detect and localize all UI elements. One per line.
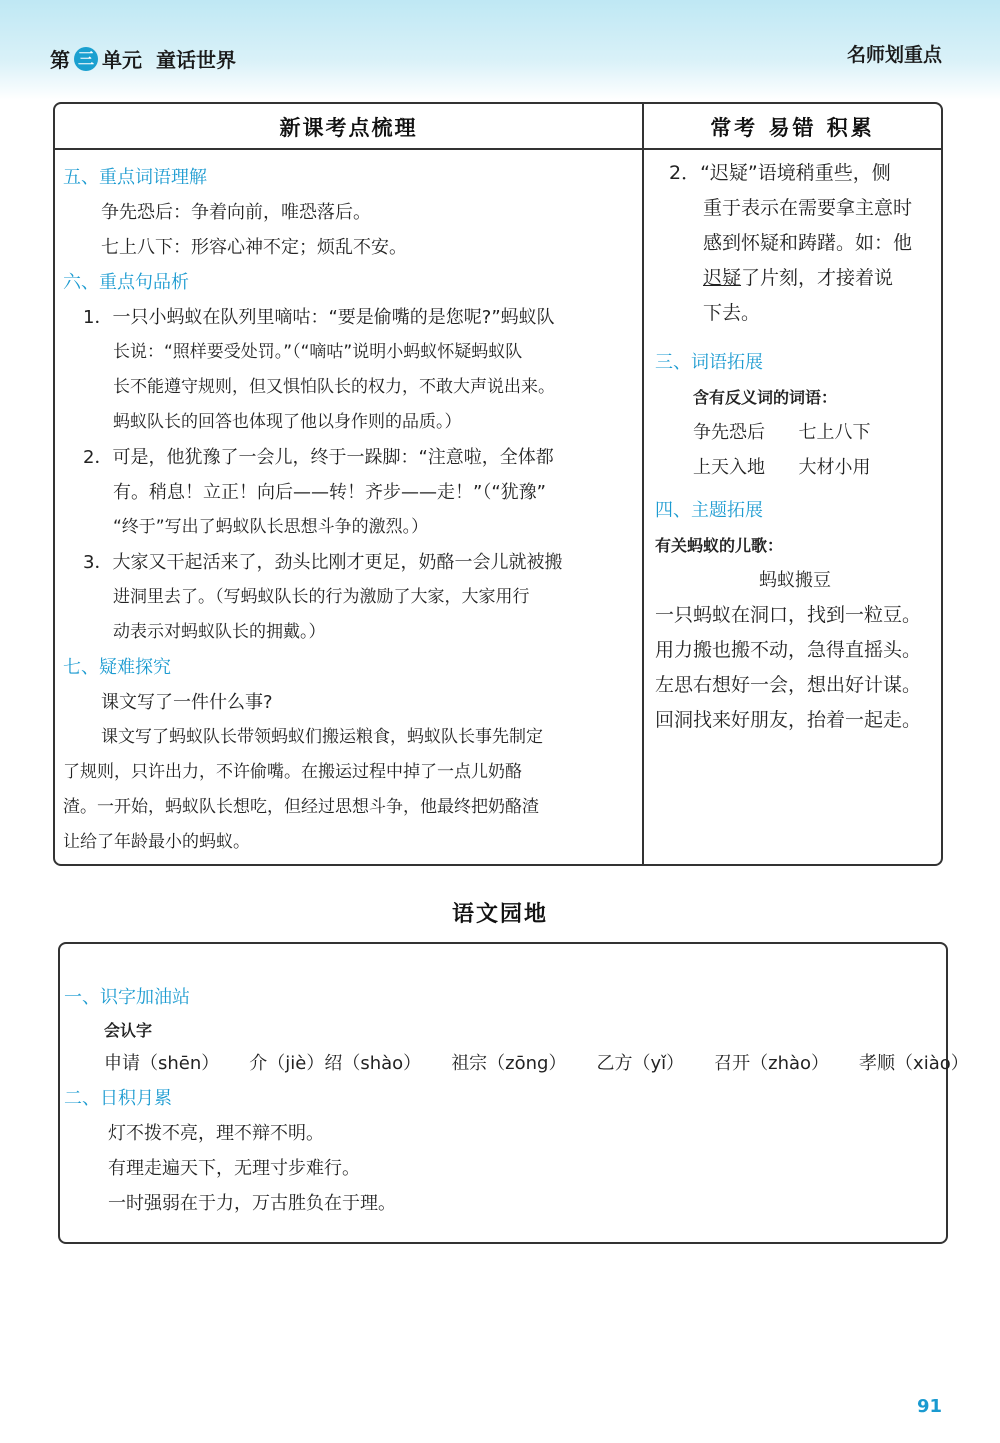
sentence-line: 动表示对蚂蚁队长的拥戴。） xyxy=(113,622,326,642)
pinyin-row xyxy=(64,1047,969,1081)
antonym-label: 含有反义词的词语： xyxy=(693,388,838,407)
sentence-line: 1．一只小蚂蚁在队列里嘀咕：“要是偷嘴的是您呢?”蚂蚁队 xyxy=(83,307,555,328)
pinyin-item: 孝顺（xiào） xyxy=(859,1053,969,1074)
poem-line: 左思右想好一会，想出好计谋。 xyxy=(655,674,922,696)
note-line: 下去。 xyxy=(703,302,761,324)
poem-line: 用力搬也搬不动，急得直摇头。 xyxy=(655,639,922,661)
saying-line: 灯不拨不亮，理不辩不明。 xyxy=(108,1123,324,1144)
sentence-line: 长不能遵守规则，但又惧怕队长的权力，不敢大声说出来。 xyxy=(113,377,555,397)
garden-section-2-title: 二、日积月累 xyxy=(64,1088,172,1109)
note-line xyxy=(655,261,935,296)
saying-line: 有理走遍天下，无理寸步难行。 xyxy=(108,1158,360,1179)
answer-line: 让给了年龄最小的蚂蚁。 xyxy=(63,832,250,852)
section-3-title: 三、词语拓展 xyxy=(655,352,763,373)
antonym-word: 大材小用 xyxy=(798,457,871,478)
right-column xyxy=(655,156,935,738)
poem-title: 蚂蚁搬豆 xyxy=(759,570,831,591)
answer-line: 课文写了蚂蚁队长带领蚂蚁们搬运粮食，蚂蚁队长事先制定 xyxy=(101,727,543,747)
pinyin-item: 申请（shēn） xyxy=(104,1053,220,1074)
saying-line: 一时强弱在于力，万古胜负在于理。 xyxy=(108,1193,396,1214)
song-label: 有关蚂蚁的儿歌： xyxy=(655,536,784,555)
unit-title: 童话世界 xyxy=(156,48,236,72)
garden-section-1-title: 一、识字加油站 xyxy=(64,987,190,1008)
sentence-line: 有。稍息！立正！向后——转！齐步——走！”（“犹豫” xyxy=(113,482,546,503)
poem-line: 一只蚂蚁在洞口，找到一粒豆。 xyxy=(655,604,922,626)
column-divider xyxy=(642,104,644,864)
pinyin-item: 召开（zhào） xyxy=(714,1053,830,1074)
note-line-rest: 了片刻，才接着说 xyxy=(741,267,894,289)
pinyin-item: 介（jiè）绍（shào） xyxy=(249,1053,422,1074)
left-column-heading: 新课考点梳理 xyxy=(279,116,418,140)
poem-line: 回洞找来好朋友，抬着一起走。 xyxy=(655,709,922,731)
antonym-word: 七上八下 xyxy=(798,422,871,443)
unit-suffix: 单元 xyxy=(102,48,142,72)
note-line: 感到怀疑和踌躇。如：他 xyxy=(703,232,913,254)
unit-prefix: 第 xyxy=(50,48,70,72)
left-column xyxy=(63,160,562,860)
antonym-word: 争先恐后 xyxy=(693,422,765,443)
chinese-garden-box xyxy=(58,942,969,1244)
note-line: 2．“迟疑”语境稍重些，侧 xyxy=(669,162,891,184)
vocab-line: 争先恐后：争着向前，唯恐落后。 xyxy=(101,202,371,223)
sentence-line: 进洞里去了。（写蚂蚁队长的行为激励了大家，大家用行 xyxy=(113,587,530,607)
antonym-word: 上天入地 xyxy=(693,457,765,478)
antonym-words-row xyxy=(655,450,935,485)
garden-content xyxy=(64,980,969,1221)
header-right-label: 名师划重点 xyxy=(846,44,942,66)
pinyin-item: 祖宗（zōng） xyxy=(451,1053,567,1074)
header-divider xyxy=(55,148,941,150)
answer-line: 渣。一开始，蚂蚁队长想吃，但经过思想斗争，他最终把奶酪渣 xyxy=(63,797,539,817)
pinyin-item: 乙方（yǐ） xyxy=(596,1053,685,1074)
sentence-line: “终于”写出了蚂蚁队长思想斗争的激烈。） xyxy=(113,517,429,537)
note-line: 重于表示在需要拿主意时 xyxy=(703,197,913,219)
answer-line: 了规则，只许出力，不许偷嘴。在搬运过程中掉了一点儿奶酪 xyxy=(63,762,522,782)
sentence-line: 蚂蚁队长的回答也体现了他以身作则的品质。） xyxy=(113,412,462,432)
unit-number-badge: 三 xyxy=(74,47,98,71)
underlined-word: 迟疑 xyxy=(703,267,742,289)
right-column-heading: 常考 易错 积累 xyxy=(710,116,875,140)
vocab-line: 七上八下：形容心神不定；烦乱不安。 xyxy=(101,237,407,258)
garden-title: 语文园地 xyxy=(451,902,548,927)
sentence-line: 3．大家又干起活来了，劲头比刚才更足，奶酪一会儿就被搬 xyxy=(83,552,563,573)
key-points-box xyxy=(53,102,943,866)
antonym-words-row xyxy=(655,415,935,450)
section-7-title: 七、疑难探究 xyxy=(63,657,171,678)
section-4-title: 四、主题拓展 xyxy=(655,500,763,521)
sentence-line: 2．可是，他犹豫了一会儿，终于一跺脚：“注意啦，全体都 xyxy=(83,447,554,468)
section-6-title: 六、重点句品析 xyxy=(63,272,189,293)
recognize-label: 会认字 xyxy=(104,1021,153,1040)
unit-header xyxy=(50,44,236,73)
question-line: 课文写了一件什么事? xyxy=(101,692,273,713)
sentence-line: 长说：“照样要受处罚。”（“嘀咕”说明小蚂蚁怀疑蚂蚁队 xyxy=(113,342,523,362)
section-5-title: 五、重点词语理解 xyxy=(63,167,207,188)
page-number: 91 xyxy=(916,1396,942,1417)
